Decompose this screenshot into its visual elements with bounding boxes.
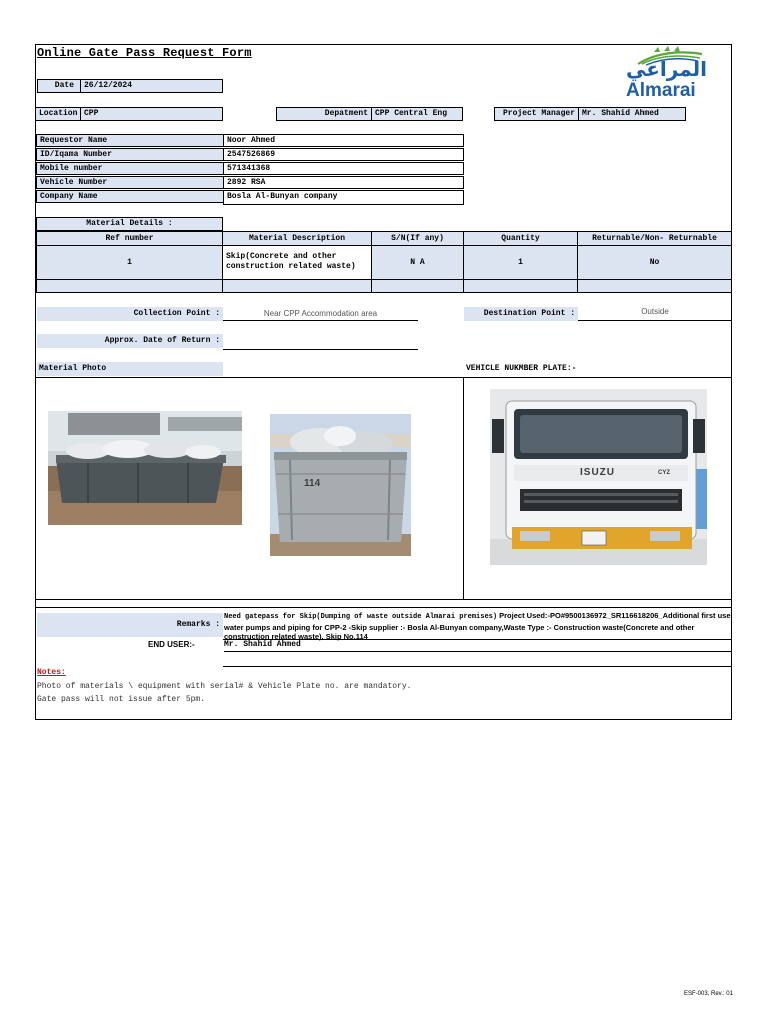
material-empty-cell xyxy=(36,279,223,293)
material-row-returnable: No xyxy=(577,245,732,280)
remarks-top-spacer xyxy=(36,600,732,608)
remarks-lead: Need gatepass for Skip(Dumping of waste outside Almarai premises) xyxy=(224,613,498,621)
remarks-body: Project Used:-PO#9500136972_SR116618206_Additional first use water pumps and piping for CPP-2 -Skip supplier :- Bosla Al-Bunyan company,Waste Type :- Construction waste(Concrete and other construction related waste). Skip No.114 xyxy=(224,611,731,641)
material-table xyxy=(36,231,732,294)
material-header-quantity: Quantity xyxy=(463,231,578,246)
requestor-name-value: Noor Ahmed xyxy=(223,134,464,147)
material-header-description: Material Description xyxy=(222,231,372,246)
material-empty-cell xyxy=(577,279,732,293)
mobile-label: Mobile number xyxy=(36,162,224,175)
material-header-ref: Ref number xyxy=(36,231,223,246)
mobile-value: 571341368 xyxy=(223,162,464,175)
truck-brand-text: ISUZU xyxy=(580,467,615,478)
collection-point-value: Near CPP Accommodation area xyxy=(223,307,418,321)
skip-photo-2 xyxy=(270,414,411,556)
iqama-label: ID/Iqama Number xyxy=(36,148,224,161)
company-name-label: Company Name xyxy=(36,190,224,203)
location-value: CPP xyxy=(80,107,223,121)
date-label: Date xyxy=(37,79,81,93)
remarks-text xyxy=(224,611,732,639)
material-photo-label: Material Photo xyxy=(37,362,223,376)
iqama-value: 2547526869 xyxy=(223,148,464,161)
return-date-value xyxy=(223,334,418,350)
material-empty-cell xyxy=(463,279,578,293)
form-code: ESF-003, Rev.: 01 xyxy=(684,991,733,997)
vehicle-number-label: Vehicle Number xyxy=(36,176,224,189)
notes-title: Notes: xyxy=(37,668,66,677)
almarai-logo xyxy=(624,46,716,104)
vehicle-number-value: 2892 RSA xyxy=(223,176,464,189)
vehicle-plate-label: VEHICLE NUKMBER PLATE:- xyxy=(466,364,577,373)
logo-name: Almarai xyxy=(626,80,696,101)
end-user-label: END USER:- xyxy=(148,640,195,649)
truck-model-text: CYZ xyxy=(658,470,670,476)
notes-line-1: Photo of materials \ equipment with serial# & Vehicle Plate no. are mandatory. xyxy=(37,682,412,691)
material-row-sn: N A xyxy=(371,245,464,280)
material-header-sn: S/N(If any) xyxy=(371,231,464,246)
material-header-returnable: Returnable/Non- Returnable xyxy=(577,231,732,246)
material-empty-cell xyxy=(371,279,464,293)
requestor-table xyxy=(36,134,464,205)
material-row-quantity: 1 xyxy=(463,245,578,280)
project-manager-value: Mr. Shahid Ahmed xyxy=(578,107,686,121)
project-manager-label: Project Manager xyxy=(494,107,579,121)
collection-point-label: Collection Point : xyxy=(37,307,223,321)
vehicle-photo xyxy=(490,389,707,565)
date-value: 26/12/2024 xyxy=(80,79,223,93)
requestor-name-label: Requestor Name xyxy=(36,134,224,147)
department-label: Depatment xyxy=(276,107,372,121)
destination-point-label: Destination Point : xyxy=(464,307,578,321)
material-row-ref: 1 xyxy=(36,245,223,280)
logo-arabic: المراعي xyxy=(626,59,707,81)
material-row-description: Skip(Concrete and other construction related waste) xyxy=(222,245,372,280)
destination-point-value: Outside xyxy=(578,305,732,321)
skip-photo-1 xyxy=(48,411,242,525)
end-user-value: Mr. Shahid Ahmed xyxy=(224,639,732,652)
department-value: CPP Central Eng xyxy=(371,107,463,121)
return-date-label: Approx. Date of Return : xyxy=(37,334,223,348)
notes-line-2: Gate pass will not issue after 5pm. xyxy=(37,695,206,704)
material-section-label: Material Details : xyxy=(36,217,223,231)
material-empty-cell xyxy=(222,279,372,293)
form-title: Online Gate Pass Request Form xyxy=(37,46,252,60)
company-name-value: Bosla Al-Bunyan company xyxy=(223,190,464,205)
skip-number-text: 114 xyxy=(304,478,321,489)
end-user-divider xyxy=(223,666,732,667)
location-label: Location xyxy=(35,107,81,121)
photo-divider xyxy=(463,377,464,600)
remarks-label: Remarks : xyxy=(37,613,223,637)
